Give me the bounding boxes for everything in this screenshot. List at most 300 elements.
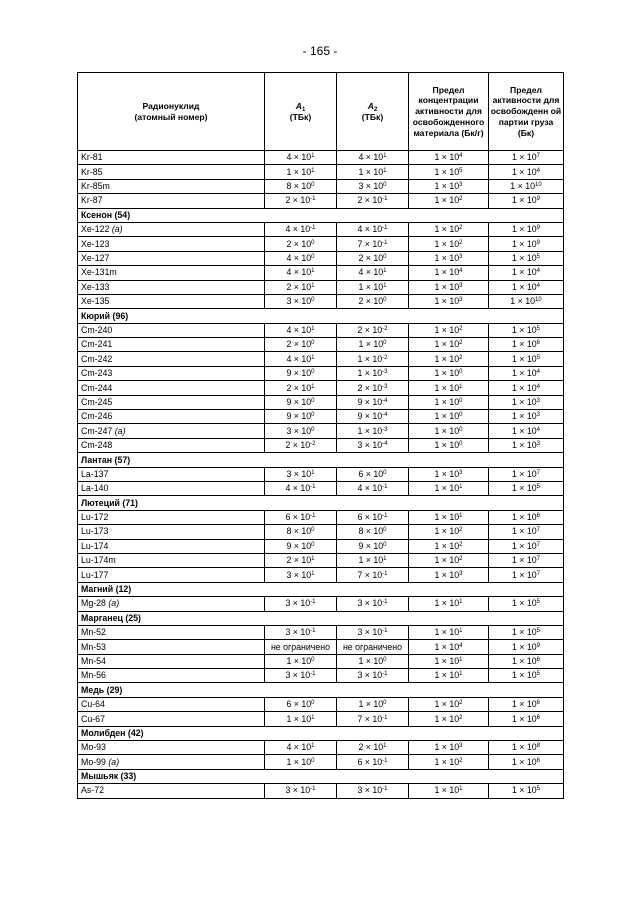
activity-limit-value	[489, 654, 564, 668]
value-exponent: 0	[311, 700, 315, 707]
concentration-limit-value	[409, 237, 489, 251]
concentration-limit-value	[409, 395, 489, 409]
a1-value: не ограничено	[265, 640, 337, 654]
a2-value	[337, 251, 409, 265]
value-exponent: -3	[382, 426, 388, 433]
radionuclide-table	[77, 72, 564, 799]
radionuclide-name	[78, 712, 265, 726]
radionuclide-name	[78, 568, 265, 582]
radionuclide-name	[78, 525, 265, 539]
radionuclide-name	[78, 784, 265, 798]
table-row	[78, 525, 564, 539]
value-exponent: -1	[382, 628, 388, 635]
a1-value	[265, 179, 337, 193]
value-mantissa: 1 × 10	[511, 526, 537, 537]
a1-value	[265, 294, 337, 308]
value-exponent: -1	[310, 484, 316, 491]
nuclide-symbol: Lu-177	[81, 569, 109, 580]
value-exponent: -1	[310, 196, 316, 203]
value-mantissa: 4 × 10	[286, 152, 312, 163]
table-row	[78, 784, 564, 798]
value-exponent: 2	[459, 527, 463, 534]
value-mantissa: 1 × 10	[434, 353, 460, 364]
activity-limit-value	[489, 222, 564, 236]
value-exponent: -4	[382, 441, 388, 448]
concentration-limit-value	[409, 467, 489, 481]
table-row	[78, 697, 564, 711]
value-mantissa: 1 × 10	[357, 368, 383, 379]
value-exponent: 3	[536, 412, 541, 419]
value-mantissa: 4 × 10	[357, 224, 383, 235]
value-exponent: -1	[310, 786, 316, 793]
a1-value	[265, 266, 337, 280]
header-concentration-limit: Предел концентрации активности для освобожденного материала (Бк/г)	[409, 73, 489, 151]
value-mantissa: 8 × 10	[286, 526, 312, 537]
a1-value	[265, 352, 337, 366]
value-mantissa: 2 × 10	[358, 742, 384, 753]
value-exponent: 5	[459, 167, 463, 174]
concentration-limit-value	[409, 597, 489, 611]
value-exponent: -1	[382, 599, 388, 606]
value-mantissa: 1 × 10	[511, 483, 537, 494]
radionuclide-name	[78, 151, 265, 165]
radionuclide-name	[78, 553, 265, 567]
a1-value	[265, 410, 337, 424]
header-a2: $A^2$ (ТБк)	[337, 73, 409, 151]
activity-limit-value	[489, 525, 564, 539]
value-mantissa: 7 × 10	[357, 713, 383, 724]
concentration-limit-value	[409, 741, 489, 755]
value-exponent: 1	[383, 282, 387, 289]
activity-limit-value	[489, 669, 564, 683]
activity-limit-value	[489, 510, 564, 524]
value-mantissa: 6 × 10	[357, 756, 383, 767]
header-radionuclide: Радионуклид (атомный номер)	[78, 73, 265, 151]
value-mantissa: 1 × 10	[434, 526, 460, 537]
a1-value	[265, 165, 337, 179]
value-mantissa: 3 × 10	[358, 181, 384, 192]
value-mantissa: 1 × 10	[286, 756, 312, 767]
value-exponent: 4	[459, 642, 463, 649]
a1-value	[265, 438, 337, 452]
value-exponent: -1	[310, 225, 316, 232]
value-exponent: 0	[383, 469, 387, 476]
value-exponent: 0	[459, 412, 463, 419]
value-exponent: 2	[459, 225, 463, 232]
value-mantissa: 2 × 10	[358, 296, 384, 307]
a1-value	[265, 467, 337, 481]
value-exponent: 3	[459, 254, 463, 261]
value-mantissa: 1 × 10	[434, 699, 460, 710]
nuclide-symbol: Kr-81	[81, 152, 103, 163]
value-mantissa: 1 × 10	[511, 238, 537, 249]
table-row	[78, 553, 564, 567]
a1-value	[265, 597, 337, 611]
a1-value	[265, 280, 337, 294]
a1-value	[265, 395, 337, 409]
table-row	[78, 194, 564, 208]
concentration-limit-value	[409, 438, 489, 452]
table-row	[78, 410, 564, 424]
value-exponent: 2	[459, 714, 463, 721]
radionuclide-name	[78, 410, 265, 424]
value-mantissa: 1 × 10	[511, 152, 537, 163]
value-mantissa: 2 × 10	[357, 382, 383, 393]
value-exponent: 0	[459, 426, 463, 433]
a2-value	[337, 568, 409, 582]
value-mantissa: 1 × 10	[511, 224, 537, 235]
value-mantissa: 1 × 10	[286, 713, 312, 724]
concentration-limit-value	[409, 640, 489, 654]
a1-value	[265, 784, 337, 798]
value-exponent: -1	[310, 671, 316, 678]
concentration-limit-value	[409, 381, 489, 395]
a1-value	[265, 424, 337, 438]
nuclide-note: (a)	[112, 425, 126, 436]
concentration-limit-value	[409, 697, 489, 711]
value-mantissa: 1 × 10	[434, 411, 460, 422]
value-exponent: 5	[536, 671, 541, 678]
value-mantissa: 1 × 10	[434, 296, 460, 307]
value-mantissa: 1 × 10	[434, 324, 460, 335]
value-mantissa: 1 × 10	[434, 641, 460, 652]
value-mantissa: 2 × 10	[286, 555, 312, 566]
value-exponent: 5	[536, 354, 541, 361]
value-mantissa: 3 × 10	[285, 785, 311, 796]
value-exponent: 1	[311, 469, 315, 476]
value-mantissa: 4 × 10	[286, 324, 312, 335]
value-mantissa: 4 × 10	[286, 353, 312, 364]
value-exponent: 3	[459, 182, 463, 189]
value-exponent: 6	[536, 714, 541, 721]
value-mantissa: 4 × 10	[285, 483, 311, 494]
nuclide-symbol: Xe-122	[81, 224, 110, 235]
value-mantissa: 1 × 10	[434, 785, 460, 796]
value-mantissa: 1 × 10	[434, 468, 460, 479]
value-mantissa: 3 × 10	[285, 670, 311, 681]
table-row	[78, 597, 564, 611]
concentration-limit-value	[409, 352, 489, 366]
activity-limit-value	[489, 266, 564, 280]
value-mantissa: 2 × 10	[285, 195, 311, 206]
value-exponent: 2	[459, 325, 463, 332]
radionuclide-name	[78, 338, 265, 352]
value-mantissa: 1 × 10	[511, 468, 537, 479]
value-mantissa: 1 × 10	[434, 396, 460, 407]
concentration-limit-value	[409, 712, 489, 726]
value-exponent: 5	[536, 254, 541, 261]
element-group-label: Лютеций (71)	[78, 496, 564, 510]
nuclide-symbol: Xe-131m	[81, 267, 117, 278]
value-mantissa: 1 × 10	[434, 670, 460, 681]
value-mantissa: 1 × 10	[511, 166, 537, 177]
activity-limit-value	[489, 381, 564, 395]
value-exponent: 1	[459, 671, 463, 678]
value-mantissa: 1 × 10	[511, 555, 537, 566]
value-exponent: -4	[382, 412, 388, 419]
element-group-label: Молибден (42)	[78, 726, 564, 740]
concentration-limit-value	[409, 510, 489, 524]
value-exponent: 1	[459, 383, 463, 390]
a2-value	[337, 381, 409, 395]
value-mantissa: 1 × 10	[434, 627, 460, 638]
nuclide-symbol: Lu-174m	[81, 555, 116, 566]
a2-value	[337, 222, 409, 236]
value-exponent: 8	[536, 743, 541, 750]
value-mantissa: 1 × 10	[511, 756, 537, 767]
radionuclide-name	[78, 510, 265, 524]
table-row	[78, 381, 564, 395]
nuclide-symbol: Mo-99	[81, 756, 106, 767]
value-mantissa: 8 × 10	[286, 181, 312, 192]
value-mantissa: 1 × 10	[511, 324, 537, 335]
value-exponent: -1	[310, 628, 316, 635]
value-mantissa: 1 × 10	[286, 166, 312, 177]
value-mantissa: 3 × 10	[285, 598, 311, 609]
value-mantissa: 1 × 10	[511, 540, 537, 551]
a1-value	[265, 222, 337, 236]
element-group-label: Кюрий (96)	[78, 309, 564, 323]
value-mantissa: 1 × 10	[511, 512, 537, 523]
a2-value	[337, 697, 409, 711]
activity-limit-value	[489, 165, 564, 179]
value-exponent: 4	[536, 426, 541, 433]
value-mantissa: 6 × 10	[286, 699, 312, 710]
value-mantissa: 1 × 10	[434, 598, 460, 609]
value-exponent: 0	[311, 239, 315, 246]
concentration-limit-value	[409, 194, 489, 208]
value-exponent: 4	[536, 167, 541, 174]
value-exponent: 3	[459, 297, 463, 304]
a2-value	[337, 597, 409, 611]
value-mantissa: 1 × 10	[511, 627, 537, 638]
header-a1: $A^1$ (ТБк)	[265, 73, 337, 151]
a1-value	[265, 539, 337, 553]
table-row	[78, 467, 564, 481]
value-mantissa: 1 × 10	[434, 713, 460, 724]
value-exponent: 4	[459, 268, 463, 275]
value-mantissa: 4 × 10	[286, 267, 312, 278]
table-row	[78, 654, 564, 668]
table-row	[78, 424, 564, 438]
value-mantissa: 1 × 10	[511, 670, 537, 681]
value-mantissa: 1 × 10	[434, 555, 460, 566]
page-number: - 165 -	[302, 44, 338, 58]
value-exponent: 6	[536, 340, 541, 347]
value-exponent: 5	[536, 484, 541, 491]
activity-limit-value	[489, 438, 564, 452]
concentration-limit-value	[409, 222, 489, 236]
value-exponent: 1	[459, 513, 463, 520]
value-mantissa: 3 × 10	[357, 627, 383, 638]
nuclide-symbol: Mn-52	[81, 627, 106, 638]
activity-limit-value	[489, 179, 564, 193]
value-exponent: 0	[459, 441, 463, 448]
a2-value	[337, 467, 409, 481]
table-row	[78, 179, 564, 193]
value-mantissa: 1 × 10	[511, 655, 537, 666]
value-exponent: 1	[311, 570, 315, 577]
a1-value	[265, 151, 337, 165]
nuclide-symbol: Cm-242	[81, 353, 113, 364]
a1-value	[265, 654, 337, 668]
radionuclide-name	[78, 697, 265, 711]
value-mantissa: 1 × 10	[511, 699, 537, 710]
value-exponent: -1	[382, 225, 388, 232]
table-header-row	[78, 73, 564, 151]
value-exponent: -3	[382, 369, 388, 376]
radionuclide-name	[78, 640, 265, 654]
radionuclide-name	[78, 481, 265, 495]
value-mantissa: 3 × 10	[285, 627, 311, 638]
activity-limit-value	[489, 194, 564, 208]
a2-value	[337, 553, 409, 567]
a2-value	[337, 179, 409, 193]
value-mantissa: 2 × 10	[286, 339, 312, 350]
a1-value	[265, 194, 337, 208]
value-exponent: 1	[311, 268, 315, 275]
value-exponent: 0	[311, 527, 315, 534]
element-group-label: Марганец (25)	[78, 611, 564, 625]
table-row	[78, 338, 564, 352]
value-mantissa: 4 × 10	[286, 253, 312, 264]
a2-value: не ограничено	[337, 640, 409, 654]
concentration-limit-value	[409, 280, 489, 294]
value-exponent: 1	[459, 786, 463, 793]
value-mantissa: 2 × 10	[286, 382, 312, 393]
value-exponent: 7	[536, 527, 541, 534]
value-exponent: 1	[459, 484, 463, 491]
value-exponent: 2	[459, 757, 463, 764]
value-mantissa: 4 × 10	[358, 152, 384, 163]
value-exponent: 2	[459, 239, 463, 246]
value-mantissa: 1 × 10	[434, 756, 460, 767]
table-row	[78, 481, 564, 495]
nuclide-symbol: Lu-172	[81, 512, 109, 523]
value-mantissa: 2 × 10	[357, 195, 383, 206]
value-exponent: 0	[311, 656, 315, 663]
a1-value	[265, 712, 337, 726]
table-body	[78, 151, 564, 799]
table-row	[78, 151, 564, 165]
a1-value	[265, 553, 337, 567]
value-exponent: -1	[382, 757, 388, 764]
value-exponent: 0	[311, 340, 315, 347]
value-exponent: 3	[459, 282, 463, 289]
element-group-label: Медь (29)	[78, 683, 564, 697]
value-exponent: 0	[311, 757, 315, 764]
a2-value	[337, 539, 409, 553]
a1-value	[265, 755, 337, 769]
nuclide-symbol: Mg-28	[81, 598, 106, 609]
nuclide-symbol: Cm-241	[81, 339, 113, 350]
value-exponent: 0	[383, 541, 387, 548]
radionuclide-name	[78, 539, 265, 553]
radionuclide-name	[78, 194, 265, 208]
nuclide-symbol: Xe-123	[81, 238, 110, 249]
nuclide-symbol: Kr-85m	[81, 181, 110, 192]
activity-limit-value	[489, 338, 564, 352]
value-mantissa: 2 × 10	[357, 324, 383, 335]
group-row	[78, 726, 564, 740]
value-exponent: 5	[536, 786, 541, 793]
value-mantissa: 1 × 10	[286, 655, 312, 666]
concentration-limit-value	[409, 294, 489, 308]
value-mantissa: 1 × 10	[434, 253, 460, 264]
value-exponent: 1	[383, 153, 387, 160]
radionuclide-name	[78, 625, 265, 639]
value-mantissa: 1 × 10	[434, 655, 460, 666]
group-row	[78, 683, 564, 697]
value-exponent: -1	[382, 714, 388, 721]
value-exponent: 0	[311, 369, 315, 376]
value-exponent: -1	[310, 513, 316, 520]
a2-value	[337, 151, 409, 165]
value-mantissa: 1 × 10	[434, 368, 460, 379]
value-exponent: 5	[536, 325, 541, 332]
nuclide-note: (a)	[109, 224, 123, 235]
activity-limit-value	[489, 467, 564, 481]
value-mantissa: 6 × 10	[357, 512, 383, 523]
a2-value	[337, 741, 409, 755]
value-mantissa: 3 × 10	[357, 598, 383, 609]
value-exponent: 1	[383, 167, 387, 174]
value-mantissa: 3 × 10	[286, 425, 312, 436]
a2-value	[337, 366, 409, 380]
a2-value	[337, 237, 409, 251]
value-mantissa: 1 × 10	[434, 281, 460, 292]
a2-value	[337, 669, 409, 683]
table-row	[78, 669, 564, 683]
value-exponent: 0	[311, 397, 315, 404]
value-exponent: 1	[459, 599, 463, 606]
group-row	[78, 769, 564, 783]
value-mantissa: 1 × 10	[358, 281, 384, 292]
value-mantissa: 1 × 10	[434, 569, 460, 580]
value-mantissa: 1 × 10	[434, 181, 460, 192]
value-exponent: 0	[383, 254, 387, 261]
a1-value	[265, 381, 337, 395]
value-mantissa: 6 × 10	[358, 468, 384, 479]
value-mantissa: 9 × 10	[358, 540, 384, 551]
value-exponent: 0	[383, 700, 387, 707]
value-mantissa: 1 × 10	[434, 238, 460, 249]
radionuclide-name	[78, 294, 265, 308]
value-exponent: 1	[311, 167, 315, 174]
value-exponent: 1	[383, 743, 387, 750]
value-mantissa: 1 × 10	[511, 281, 537, 292]
value-exponent: 0	[311, 412, 315, 419]
value-exponent: -1	[382, 196, 388, 203]
table-row	[78, 438, 564, 452]
table-row	[78, 712, 564, 726]
value-mantissa: 9 × 10	[286, 411, 312, 422]
value-mantissa: 1 × 10	[511, 440, 537, 451]
value-exponent: -2	[382, 325, 388, 332]
value-exponent: 2	[459, 196, 463, 203]
nuclide-note: (a)	[105, 598, 120, 609]
table-row	[78, 352, 564, 366]
a1-value	[265, 697, 337, 711]
value-mantissa: 1 × 10	[434, 224, 460, 235]
nuclide-symbol: Cm-245	[81, 396, 113, 407]
value-mantissa: 1 × 10	[511, 396, 537, 407]
value-exponent: 6	[536, 513, 541, 520]
value-mantissa: 4 × 10	[357, 483, 383, 494]
a1-value	[265, 323, 337, 337]
nuclide-symbol: As-72	[81, 785, 104, 796]
activity-limit-value	[489, 410, 564, 424]
